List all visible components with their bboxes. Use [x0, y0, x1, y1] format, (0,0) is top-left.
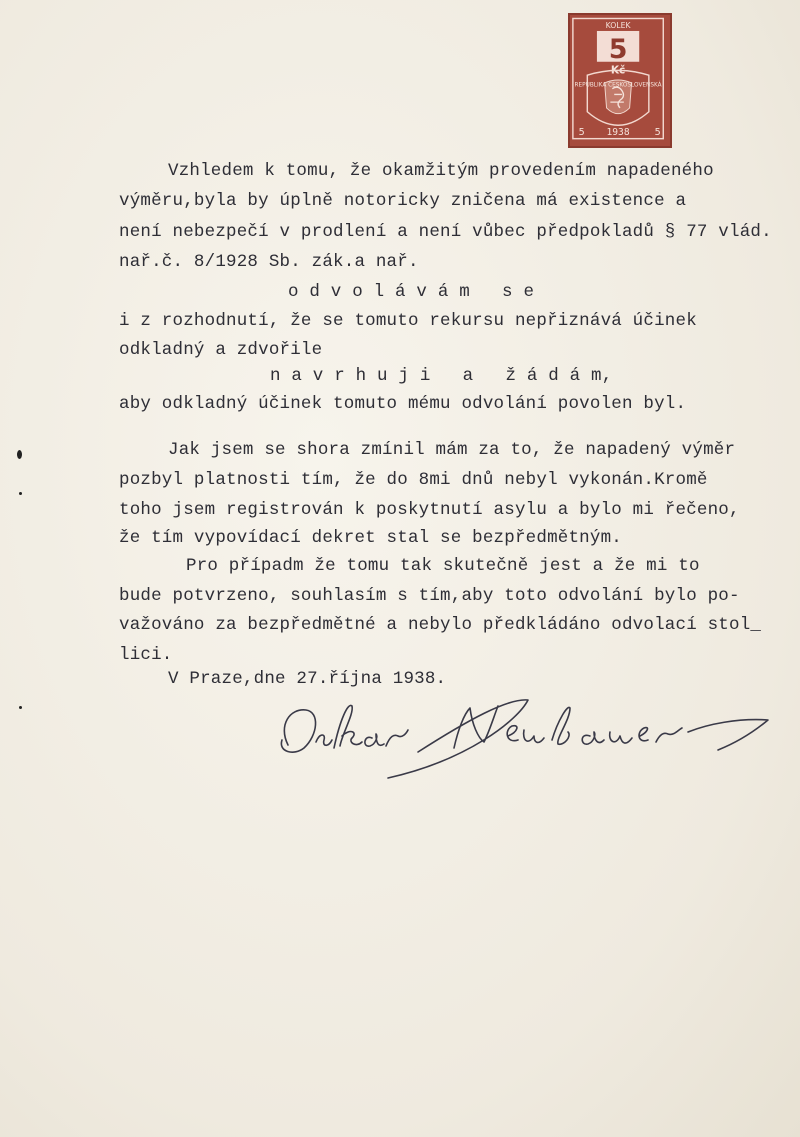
body-line: važováno za bezpředmětné a nebylo předkládáno odvolací stol_ [119, 615, 762, 635]
revenue-stamp [568, 13, 672, 148]
stamp-top-label: KOLEK [605, 21, 631, 31]
body-line: lici. [119, 645, 173, 665]
body-line: nař.č. 8/1928 Sb. zák.a nař. [119, 252, 419, 272]
body-line: Vzhledem k tomu, že okamžitým provedením napadeného [168, 161, 714, 181]
stamp-value: 5 [608, 33, 628, 65]
handwritten-signature [268, 690, 788, 780]
body-line: Jak jsem se shora zmínil mám za to, že napadený výměr [168, 440, 736, 460]
stamp-side-text: REPUBLIKA ČESKOSLOVENSKÁ [574, 82, 662, 89]
stamp-emblem-icon [570, 15, 670, 146]
stamp-currency: Kč [610, 64, 626, 77]
place-date-line: V Praze,dne 27.října 1938. [168, 669, 447, 689]
body-line: aby odkladný účinek tomuto mému odvolání povolen byl. [119, 394, 687, 414]
body-line: o d v o l á v á m s e [288, 282, 535, 302]
body-line: n a v r h u j i a ž á d á m, [270, 366, 613, 386]
stamp-corner-right: 5 [654, 126, 661, 138]
margin-mark [19, 492, 22, 495]
margin-mark [19, 706, 22, 709]
body-line: toho jsem registrován k poskytnutí asylu a bylo mi řečeno, [119, 500, 740, 520]
body-line: pozbyl platnosti tím, že do 8mi dnů nebyl vykonán.Kromě [119, 470, 708, 490]
body-line: Pro případm že tomu tak skutečně jest a že mi to [186, 556, 700, 576]
body-line: výměru,byla by úplně notoricky zničena má existence a [119, 191, 687, 211]
body-line: i z rozhodnutí, že se tomuto rekursu nepřiznává účinek [119, 311, 697, 331]
stamp-corner-left: 5 [578, 126, 585, 138]
margin-mark [17, 450, 22, 459]
stamp-year: 1938 [606, 126, 630, 138]
body-line: že tím vypovídací dekret stal se bezpředmětným. [119, 528, 622, 548]
body-line: odkladný a zdvořile [119, 340, 323, 360]
body-line: bude potvrzeno, souhlasím s tím,aby toto odvolání bylo po- [119, 586, 740, 606]
body-line: není nebezpečí v prodlení a není vůbec předpokladů § 77 vlád. [119, 222, 772, 242]
